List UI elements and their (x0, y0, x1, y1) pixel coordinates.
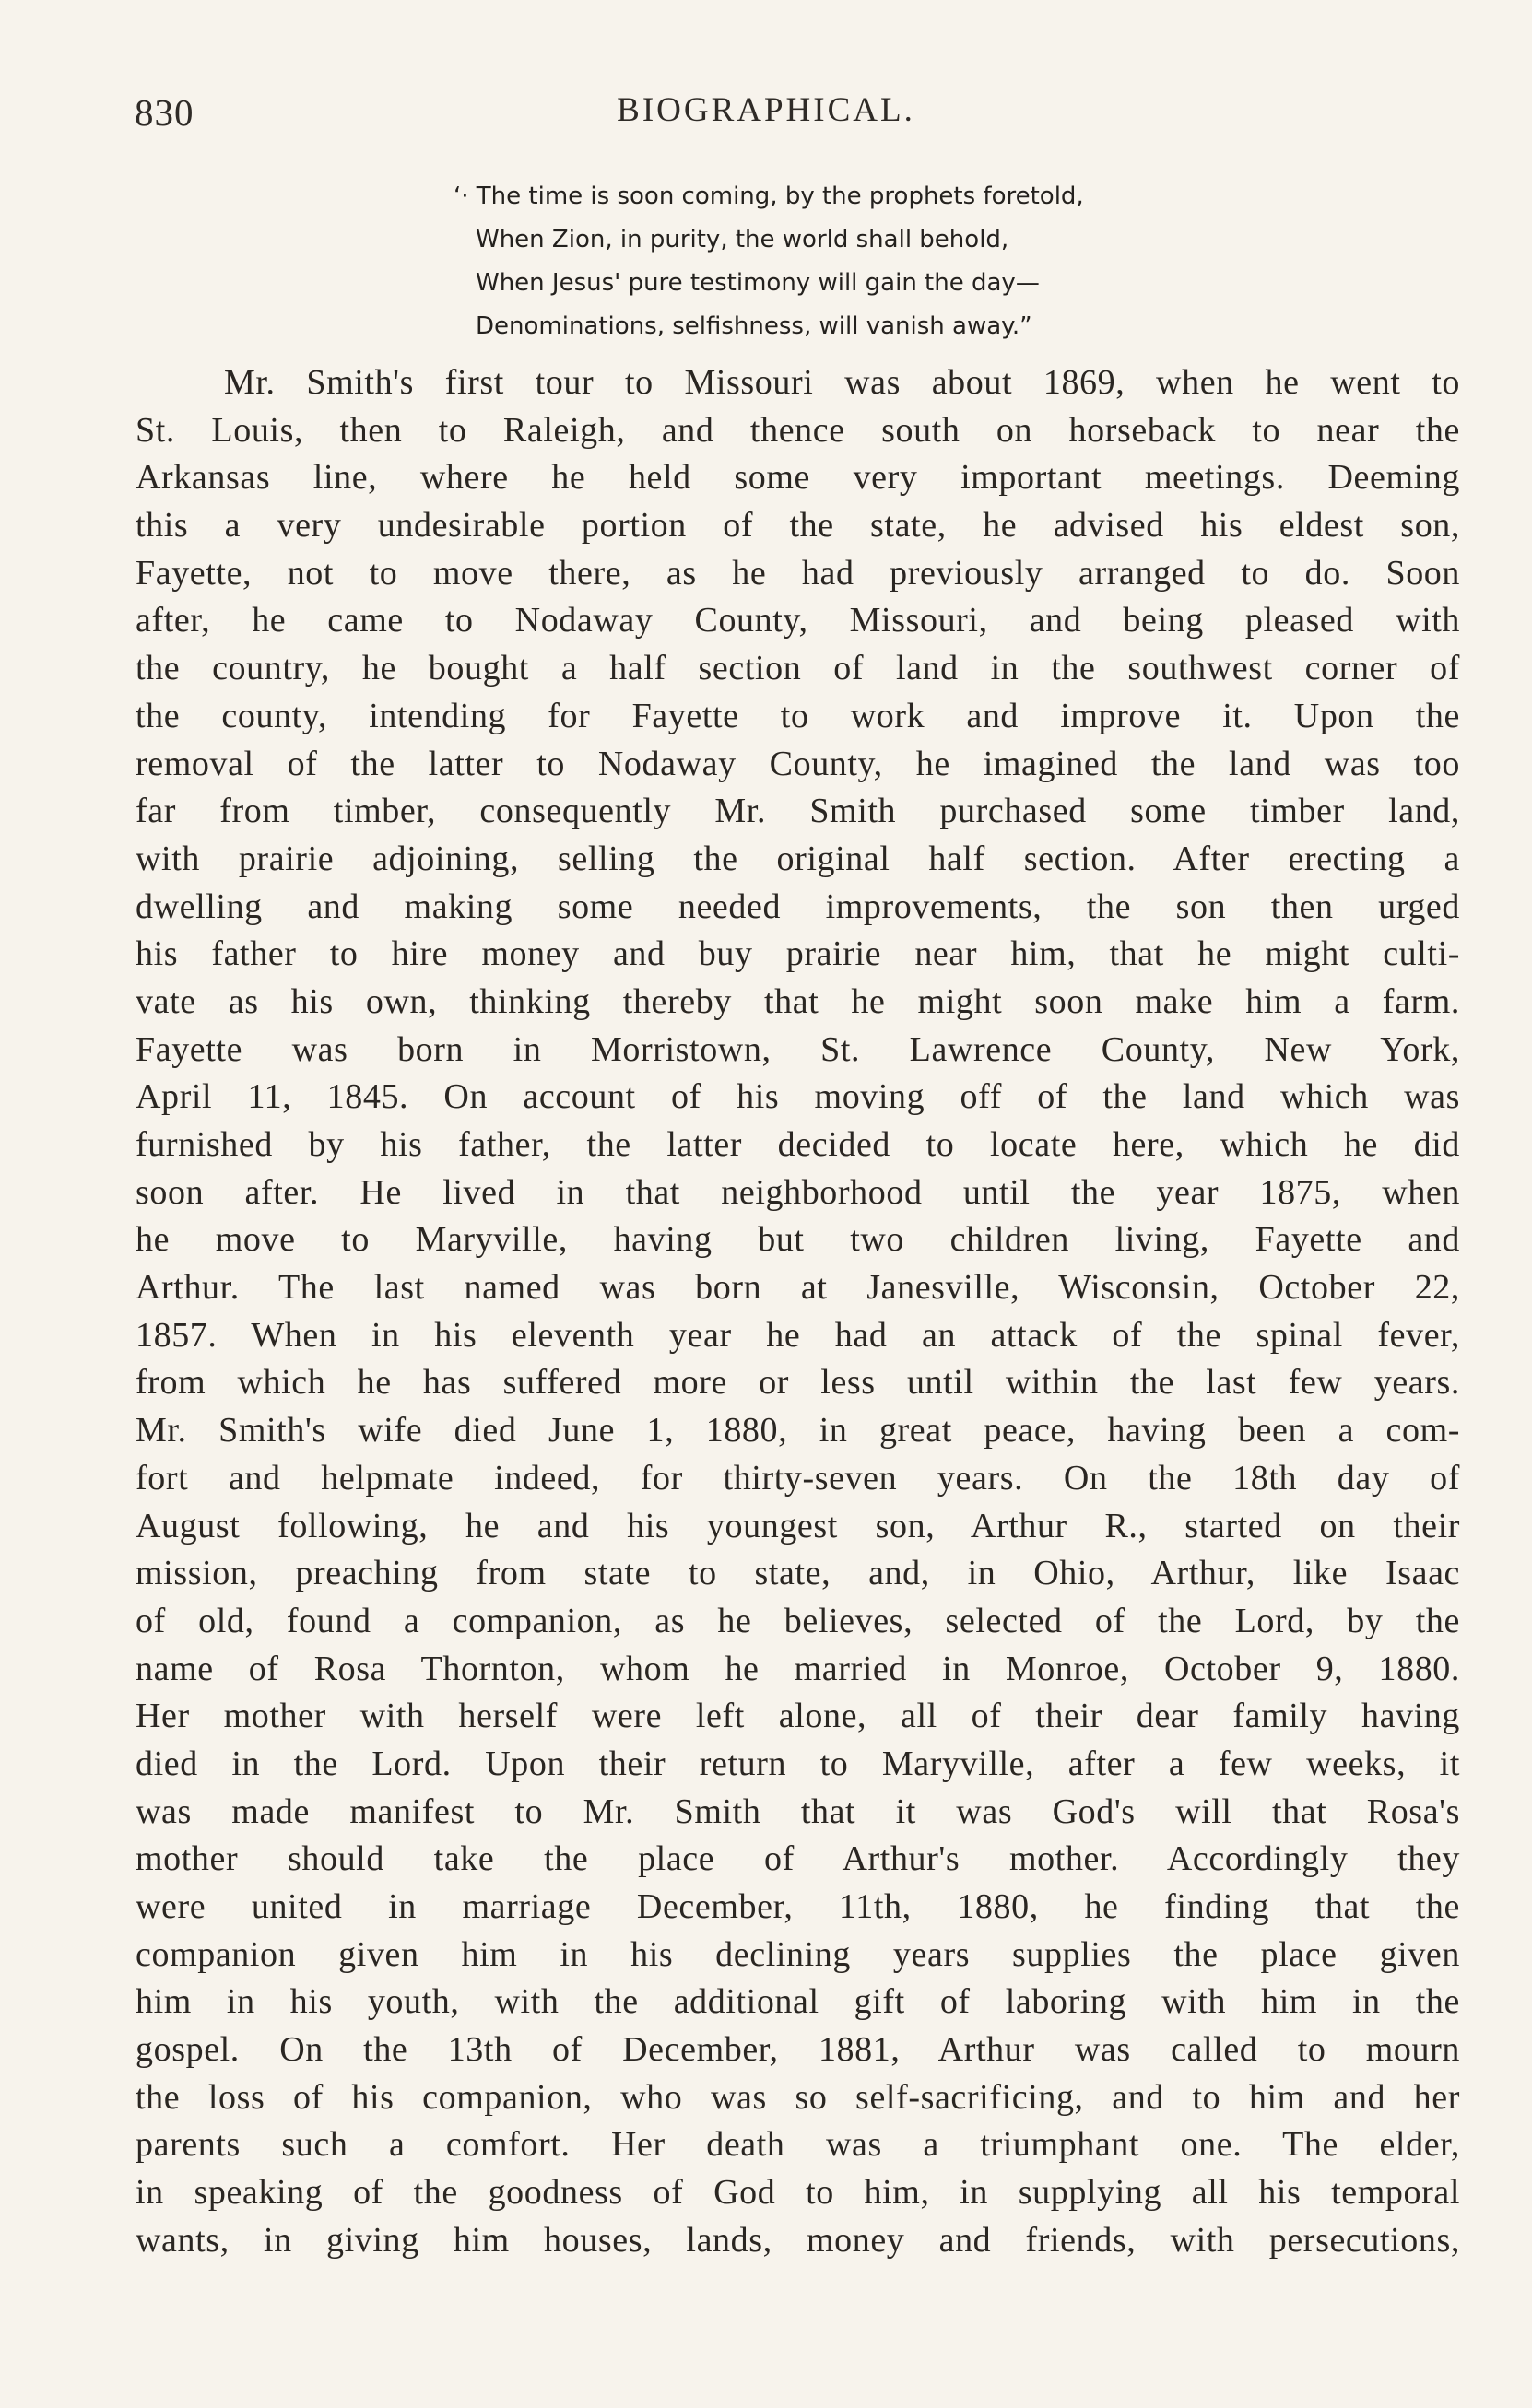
text-line: removal of the latter to Nodaway County, he imagined the land was too (136, 744, 1460, 783)
text-line: Fayette was born in Morristown, St. Lawrence County, New York, (136, 1029, 1460, 1069)
text-line: with prairie adjoining, selling the original half section. After erecting a (136, 839, 1460, 878)
text-line: St. Louis, then to Raleigh, and thence south on horseback to near the (136, 410, 1460, 450)
text-line: wants, in giving him houses, lands, money and friends, with persecutions, (136, 2220, 1460, 2260)
text-line: of old, found a companion, as he believes, selected of the Lord, by the (136, 1601, 1460, 1640)
text-line: 1857. When in his eleventh year he had an attack of the spinal fever, (136, 1315, 1460, 1355)
text-line: his father to hire money and buy prairie near him, that he might culti- (136, 934, 1460, 974)
epigraph-poem (454, 175, 1268, 348)
text-line: died in the Lord. Upon their return to Maryville, after a few weeks, it (136, 1744, 1460, 1783)
text-line: he move to Maryville, having but two children living, Fayette and (136, 1220, 1460, 1260)
text-line: April 11, 1845. On account of his moving off of the land which was (136, 1077, 1460, 1117)
text-line: in speaking of the goodness of God to him, in supplying all his temporal (136, 2173, 1460, 2213)
text-line: soon after. He lived in that neighborhood until the year 1875, when (136, 1172, 1460, 1212)
text-line: companion given him in his declining years supplies the place given (136, 1934, 1460, 1974)
text-line: after, he came to Nodaway County, Missouri, and being pleased with (136, 601, 1460, 640)
text-line: Fayette, not to move there, as he had previously arranged to do. Soon (136, 553, 1460, 593)
text-line: mission, preaching from state to state, and, in Ohio, Arthur, like Isaac (136, 1554, 1460, 1593)
text-line: Arkansas line, where he held some very important meetings. Deeming (136, 458, 1460, 498)
text-line: vate as his own, thinking thereby that he might soon make him a farm. (136, 981, 1460, 1021)
text-line: him in his youth, with the additional gift of laboring with him in the (136, 1982, 1460, 2022)
text-line: this a very undesirable portion of the state, he advised his eldest son, (136, 506, 1460, 546)
text-line: far from timber, consequently Mr. Smith purchased some timber land, (136, 792, 1460, 831)
epigraph-line: When Zion, in purity, the world shall behold, (476, 226, 1009, 253)
text-line: dwelling and making some needed improvements, the son then urged (136, 887, 1460, 926)
page-number: 830 (135, 91, 194, 134)
text-line: gospel. On the 13th of December, 1881, Arthur was called to mourn (136, 2030, 1460, 2070)
body-paragraph (136, 359, 1460, 2265)
page-header (0, 0, 1532, 147)
text-line: mother should take the place of Arthur's mother. Accordingly they (136, 1839, 1460, 1879)
text-line: August following, he and his youngest son, Arthur R., started on their (136, 1506, 1460, 1545)
text-line: Arthur. The last named was born at Janesville, Wisconsin, October 22, (136, 1268, 1460, 1308)
text-line: Mr. Smith's first tour to Missouri was about 1869, when he went to (224, 363, 1460, 402)
text-line: were united in marriage December, 11th, 1880, he finding that the (136, 1887, 1460, 1926)
text-line: the country, he bought a half section of land in the southwest corner of (136, 649, 1460, 688)
text-line: from which he has suffered more or less until within the last few years. (136, 1363, 1460, 1403)
epigraph-line: Denominations, selfishness, will vanish away.” (476, 312, 1032, 340)
text-line: was made manifest to Mr. Smith that it was God's will that Rosa's (136, 1791, 1460, 1831)
text-line: the loss of his companion, who was so self-sacrificing, and to him and her (136, 2077, 1460, 2117)
text-line: Mr. Smith's wife died June 1, 1880, in great peace, having been a com- (136, 1411, 1460, 1451)
epigraph-line: When Jesus' pure testimony will gain the day— (476, 269, 1040, 297)
running-head: BIOGRAPHICAL. (617, 91, 915, 129)
text-line: Her mother with herself were left alone, all of their dear family having (136, 1697, 1460, 1736)
text-line: name of Rosa Thornton, whom he married in Monroe, October 9, 1880. (136, 1649, 1460, 1688)
text-line: furnished by his father, the latter decided to locate here, which he did (136, 1125, 1460, 1164)
text-line: fort and helpmate indeed, for thirty-seven years. On the 18th day of (136, 1458, 1460, 1498)
text-line: parents such a comfort. Her death was a triumphant one. The elder, (136, 2125, 1460, 2165)
epigraph-line: ‘· The time is soon coming, by the prophets foretold, (454, 182, 1084, 210)
text-line: the county, intending for Fayette to work and improve it. Upon the (136, 696, 1460, 735)
